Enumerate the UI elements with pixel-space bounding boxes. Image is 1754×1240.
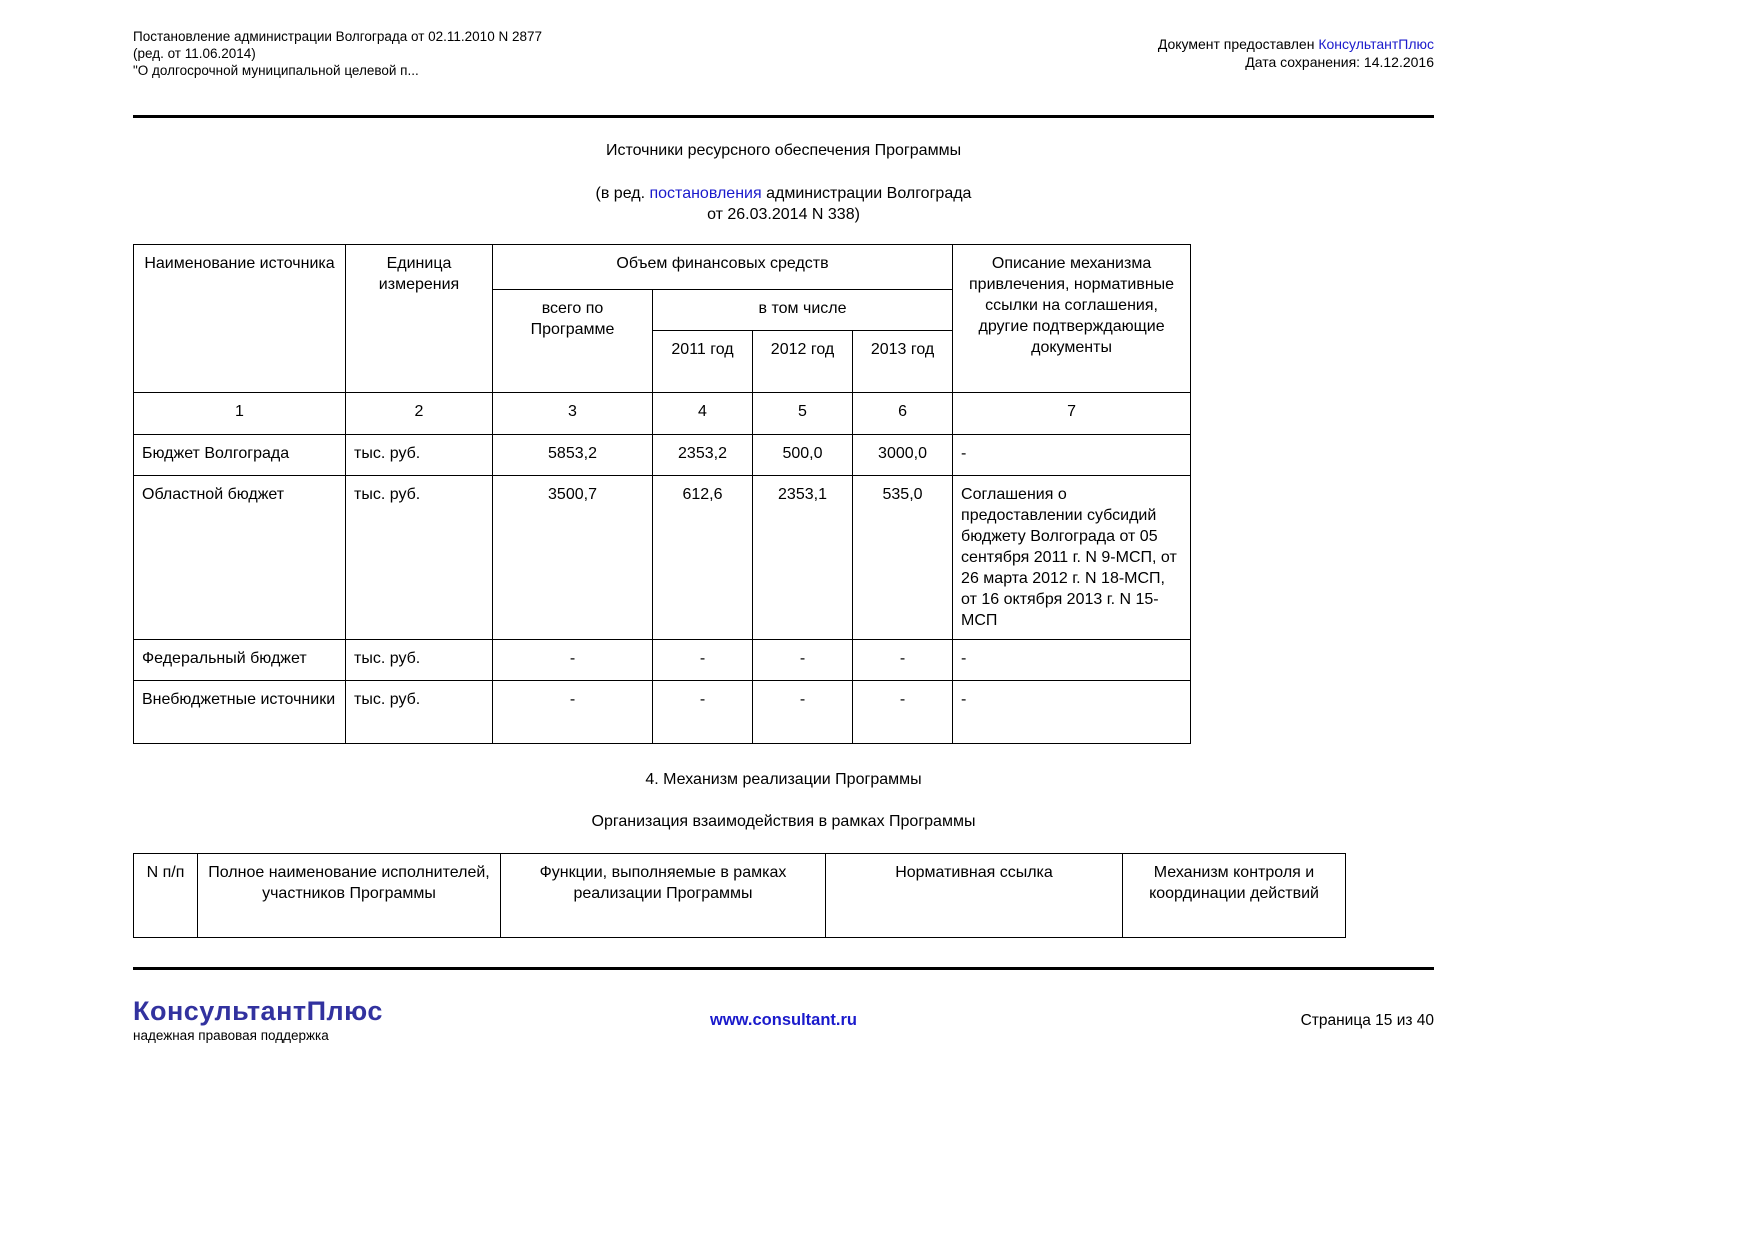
cell-total: - <box>493 640 653 681</box>
cell-2012: 500,0 <box>753 435 853 476</box>
page-footer <box>133 996 1434 1044</box>
cell-2012: - <box>753 681 853 744</box>
cell-2013: - <box>853 681 953 744</box>
column-header-unit: Единица измерения <box>346 245 493 393</box>
brand-name: КонсультантПлюс <box>133 996 383 1026</box>
index-cell: 1 <box>134 393 346 435</box>
cell-2011: 2353,2 <box>653 435 753 476</box>
doc-title-line-3: "О долгосрочной муниципальной целевой п... <box>133 63 419 78</box>
cell-total: - <box>493 681 653 744</box>
bottom-divider <box>133 967 1434 970</box>
funding-table-row <box>134 476 1191 640</box>
consultantplus-link[interactable]: КонсультантПлюс <box>1318 36 1434 52</box>
cell-source: Внебюджетные источники <box>134 681 346 744</box>
cell-2011: 612,6 <box>653 476 753 640</box>
provided-by-label: Документ предоставлен <box>1157 36 1319 52</box>
amendment-prefix: (в ред. <box>595 185 650 202</box>
cell-description: Соглашения о предоставлении субсидий бюджету Волгограда от 05 сентября 2011 г. N 9-МСП, от 26 марта 2012 г. N 18-МСП, от 16 октября 2013 г. N 15-МСП <box>953 476 1191 640</box>
consultant-url-link[interactable]: www.consultant.ru <box>710 1010 857 1029</box>
doc-title-line-1: Постановление администрации Волгограда от 02.11.2010 N 2877 <box>133 29 542 44</box>
section2-subtitle: Организация взаимодействия в рамках Программы <box>591 813 976 830</box>
cell-description: - <box>953 435 1191 476</box>
cell-2011: - <box>653 681 753 744</box>
cell-source: Федеральный бюджет <box>134 640 346 681</box>
saved-date: Дата сохранения: 14.12.2016 <box>1245 54 1434 70</box>
cell-unit: тыс. руб. <box>346 640 493 681</box>
column-header-including: в том числе <box>653 290 953 331</box>
provider-info <box>1158 28 1434 71</box>
funding-table-row <box>134 640 1191 681</box>
top-divider <box>133 115 1434 118</box>
cell-description: - <box>953 640 1191 681</box>
column-header-2012: 2012 год <box>753 331 853 393</box>
cell-total: 3500,7 <box>493 476 653 640</box>
cell-source: Областной бюджет <box>134 476 346 640</box>
column-header-description: Описание механизма привлечения, нормативные ссылки на соглашения, другие подтверждающие документы <box>953 245 1191 393</box>
index-cell: 5 <box>753 393 853 435</box>
cell-2011: - <box>653 640 753 681</box>
cell-total: 5853,2 <box>493 435 653 476</box>
index-cell: 6 <box>853 393 953 435</box>
column-header-functions: Функции, выполняемые в рамках реализации Программы <box>501 854 826 938</box>
cell-2013: - <box>853 640 953 681</box>
page-number: Страница 15 из 40 <box>1300 1011 1435 1029</box>
column-header-volume: Объем финансовых средств <box>493 245 953 290</box>
site-url-wrap <box>710 1010 857 1031</box>
cell-2012: 2353,1 <box>753 476 853 640</box>
cell-2013: 535,0 <box>853 476 953 640</box>
cell-unit: тыс. руб. <box>346 435 493 476</box>
index-cell: 7 <box>953 393 1191 435</box>
amendment-suffix: администрации Волгограда <box>761 185 972 202</box>
funding-table-row <box>134 681 1191 744</box>
cell-unit: тыс. руб. <box>346 476 493 640</box>
cell-unit: тыс. руб. <box>346 681 493 744</box>
column-header-total: всего по Программе <box>493 290 653 393</box>
column-header-source: Наименование источника <box>134 245 346 393</box>
column-header-executors: Полное наименование исполнителей, участников Программы <box>198 854 501 938</box>
funding-table <box>133 244 1191 744</box>
cell-source: Бюджет Волгограда <box>134 435 346 476</box>
cell-2012: - <box>753 640 853 681</box>
section2-title: 4. Механизм реализации Программы <box>645 771 922 788</box>
column-header-2011: 2011 год <box>653 331 753 393</box>
resolution-link[interactable]: постановления <box>649 185 762 202</box>
column-header-control: Механизм контроля и координации действий <box>1123 854 1346 938</box>
section1-title: Источники ресурсного обеспечения Программы <box>605 142 962 159</box>
cell-2013: 3000,0 <box>853 435 953 476</box>
brand-tagline: надежная правовая поддержка <box>133 1028 329 1043</box>
amendment-note <box>133 183 1434 225</box>
organization-table <box>133 853 1346 938</box>
doc-title-line-2: (ред. от 11.06.2014) <box>133 46 256 61</box>
provided-by-line <box>1158 35 1434 53</box>
document-info <box>133 28 542 79</box>
column-header-number: N п/п <box>134 854 198 938</box>
index-cell: 4 <box>653 393 753 435</box>
column-header-2013: 2013 год <box>853 331 953 393</box>
funding-table-row <box>134 435 1191 476</box>
amendment-line-2: от 26.03.2014 N 338) <box>707 206 860 223</box>
column-index-row <box>134 393 1191 435</box>
page-header <box>133 28 1434 79</box>
consultantplus-logo <box>133 996 710 1044</box>
cell-description: - <box>953 681 1191 744</box>
column-header-normative-link: Нормативная ссылка <box>826 854 1123 938</box>
index-cell: 3 <box>493 393 653 435</box>
amendment-line-1 <box>133 183 1434 204</box>
index-cell: 2 <box>346 393 493 435</box>
